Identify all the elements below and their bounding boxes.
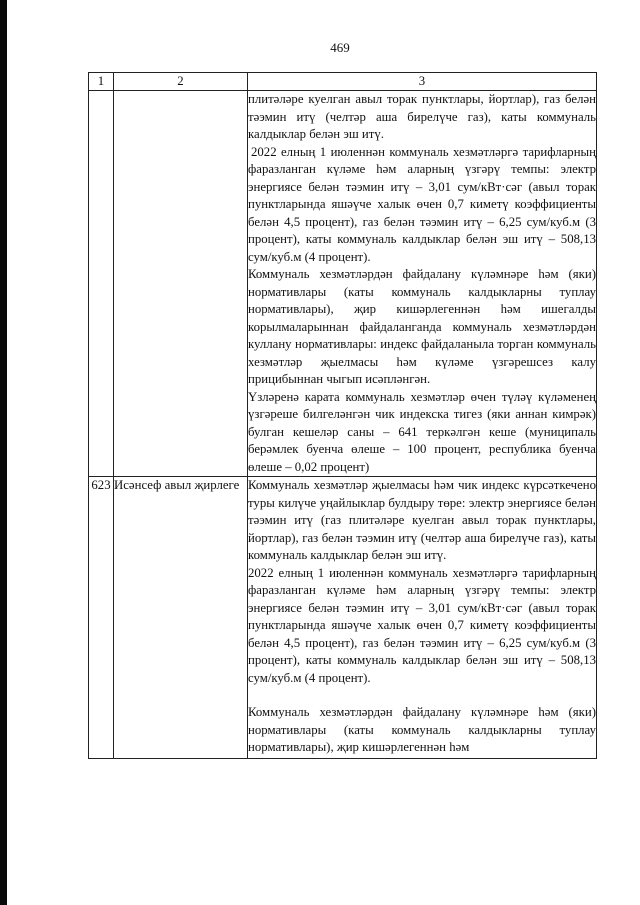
paragraph-gap bbox=[248, 687, 596, 704]
settlement-name: Исәнсеф авыл җирлеге bbox=[114, 477, 248, 759]
data-table bbox=[88, 72, 597, 759]
scan-edge-bar bbox=[0, 0, 7, 905]
header-col-1: 1 bbox=[89, 73, 114, 91]
settlement-name bbox=[114, 91, 248, 477]
header-col-2: 2 bbox=[114, 73, 248, 91]
row-number: 623 bbox=[89, 477, 114, 759]
description-paragraph: 2022 елның 1 июленнән коммуналь хезмәтләргә тарифларның фаразланган күләме һәм аларның үзгәрү темпы: электр энергиясе белән тәэмин итү – 3,01 сум/кВт·сәг (авыл торак пунктларында яшәүче халык өчен 0,7 киметү коэффициенты белән 4,5 процент), газ белән тәэмин итү – 6,25 сум/куб.м (3 процент), каты коммуналь калдыклар белән эш итү – 508,13 сум/куб.м (4 процент). bbox=[248, 144, 596, 264]
description-paragraph: плитәләре куелган авыл торак пунктлары, йортлар), газ белән тәэмин итү (челтәр аша бирелүче газ), каты коммуналь калдыклар белән эш итү. bbox=[248, 92, 596, 141]
table-row bbox=[89, 91, 597, 477]
description-paragraph: Үзләренә карата коммуналь хезмәтләр өчен түләү күләменең үзгәреше билгеләнгән чик индекска тигез (яки аннан кимрәк) булган кешеләр саны – 641 теркәлгән кеше (муниципаль берәмлек буенча өлеше – 100 процент, республика буенча өлеше – 0,02 процент) bbox=[248, 389, 596, 474]
description-cell bbox=[248, 91, 597, 477]
page-number: 469 bbox=[330, 40, 350, 55]
header-col-3: 3 bbox=[248, 73, 597, 91]
description-paragraph: 2022 елның 1 июленнән коммуналь хезмәтләргә тарифларның фаразланган күләме һәм аларның үзгәрү темпы: электр энергиясе белән тәэмин итү – 3,01 сум/кВт·сәг (авыл торак пунктларында яшәүче халык өчен 0,7 киметү коэффициенты белән 4,5 процент), газ белән тәэмин итү – 6,25 сум/куб.м (3 процент), каты коммуналь калдыклар белән эш итү – 508,13 сум/куб.м (4 процент). bbox=[248, 565, 596, 685]
row-number bbox=[89, 91, 114, 477]
table-row bbox=[89, 477, 597, 759]
truncated-text-wrap bbox=[248, 704, 596, 758]
description-paragraph: Коммуналь хезмәтләрдән файдалану күләмнәре һәм (яки) нормативлары (каты коммуналь калдыкларны туплау нормативлары), җир кишәрлегеннән һәм ишегалды корылмаларыннан файдаланганда коммуналь хезмәтләрдән куллану нормативлары: индекс файдаланыла торган коммуналь хезмәтләр җыелмасы һәм күләме үзгәрешсез калу прицибыннан чыгып исәпләнгән. bbox=[248, 267, 596, 386]
table-header-row bbox=[89, 73, 597, 91]
description-cell bbox=[248, 477, 597, 759]
description-paragraph: Коммуналь хезмәтләр җыелмасы һәм чик индекс күрсәткечено туры килүче уңайлыклар булдыру төре: электр энергиясе белән тәэмин итү (газ плитәләре куелган авыл торак пунктлары, йортлар), газ белән тәэмин итү (челтәр аша бирелүче газ), каты коммуналь калдыклар белән эш итү. bbox=[248, 478, 596, 562]
description-paragraph: Коммуналь хезмәтләрдән файдалану күләмнәре һәм (яки) нормативлары (каты коммуналь калдыкларны туплау нормативлары), җир кишәрлегеннән һәм bbox=[248, 705, 596, 754]
